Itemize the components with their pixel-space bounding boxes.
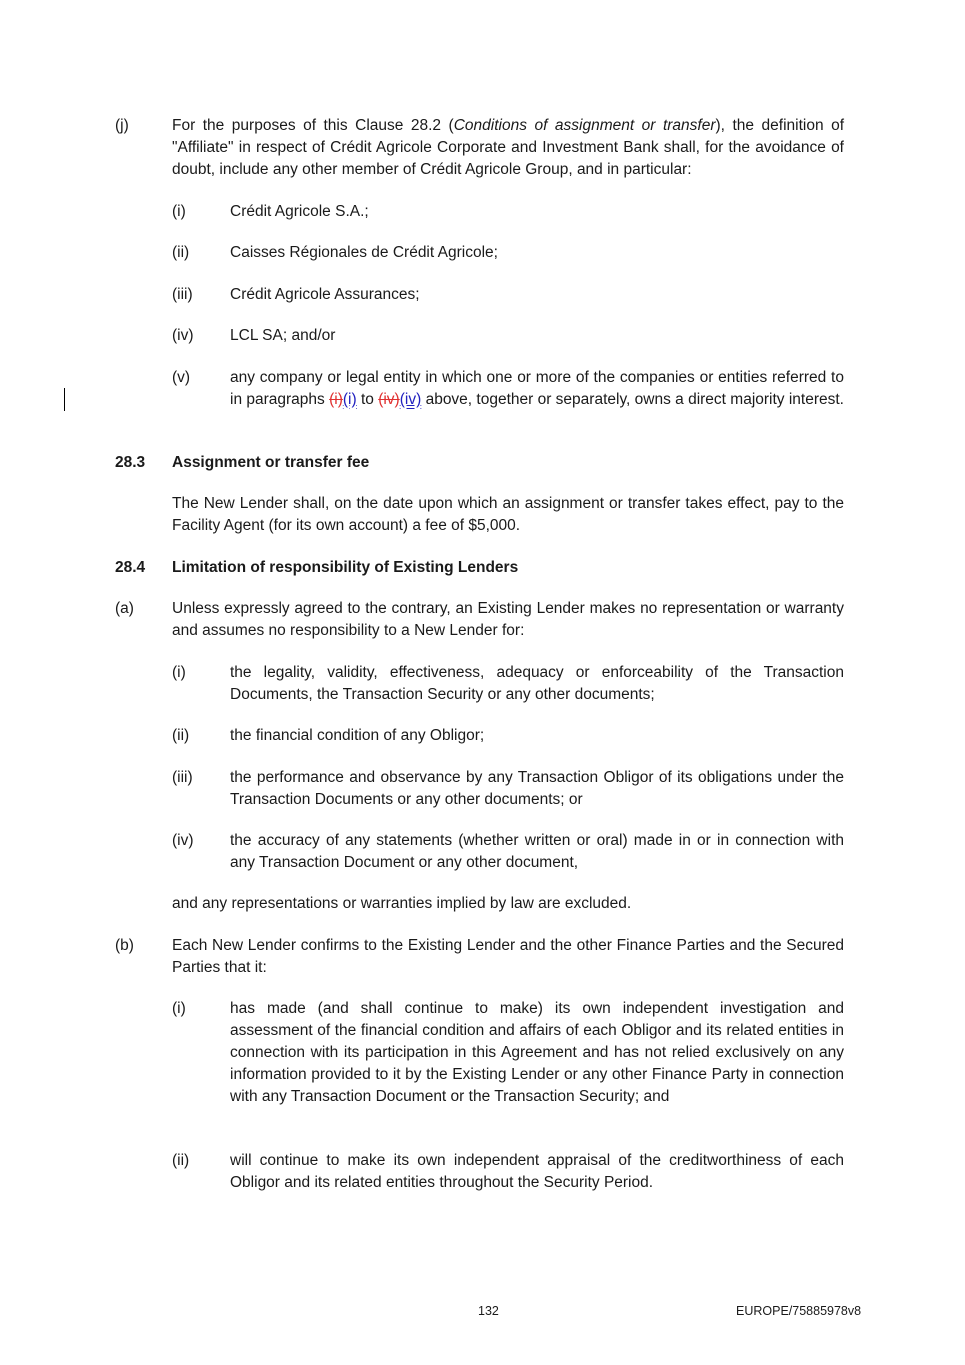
item-text: LCL SA; and/or [230, 327, 336, 344]
document-reference: EUROPE/75885978v8 [736, 1304, 862, 1318]
item-label: (ii) [172, 1152, 190, 1169]
section-number: 28.3 [115, 454, 146, 471]
item-label: (v) [172, 369, 191, 386]
item-label: (a) [115, 600, 134, 617]
item-text: will continue to make its own independent appraisal of the creditworthiness of each Obligor and its related entities throughout the Security Period. [230, 1152, 844, 1191]
item-v-text-c: above, together or separately, owns a direct majority interest. [421, 391, 844, 408]
clause-j-text [172, 115, 844, 181]
clause-j-text-after: ), the definition of "Affiliate" in respect of Crédit Agricole Corporate and Investment Bank shall, for the avoidance of doubt, include any other member of Crédit Agricole Group, and in particular: [172, 117, 844, 178]
paragraph: The New Lender shall, on the date upon which an assignment or transfer takes effect, pay to the Facility Agent (for its own account) a fee of $5,000. [172, 495, 844, 534]
section-number: 28.4 [115, 559, 146, 576]
inserted-ref: (i) [342, 391, 357, 408]
item-text: Unless expressly agreed to the contrary, an Existing Lender makes no representation or warranty and assumes no responsibility to a New Lender for: [172, 600, 844, 639]
deleted-ref: (iv) [378, 391, 400, 408]
item-label: (ii) [172, 727, 190, 744]
clause-j-text-italic: Conditions of assignment or transfer [453, 117, 716, 134]
item-text: Crédit Agricole S.A.; [230, 203, 369, 220]
item-label: (iii) [172, 769, 193, 786]
item-v-text-a: any company or legal entity in which one or more of the companies or entities referred to in paragraphs [230, 369, 844, 408]
item-label: (b) [115, 937, 134, 954]
page-number: 132 [478, 1304, 499, 1318]
item-label: (i) [172, 664, 186, 681]
item-v-text-b: to [356, 391, 379, 408]
item-label: (iv) [172, 327, 194, 344]
item-text: the legality, validity, effectiveness, adequacy or enforceability of the Transaction Documents, the Transaction Security or any other documents; [230, 664, 844, 703]
item-label: (i) [172, 1000, 186, 1017]
section-heading: Limitation of responsibility of Existing Lenders [172, 559, 519, 576]
clause-j-label: (j) [115, 117, 129, 134]
item-text: the financial condition of any Obligor; [230, 727, 485, 744]
revision-change-bar [64, 388, 65, 411]
inserted-ref: (iv) [399, 391, 422, 408]
item-label: (iii) [172, 286, 193, 303]
item-v-text [230, 367, 844, 411]
item-text: Each New Lender confirms to the Existing Lender and the other Finance Parties and the Secured Parties that it: [172, 937, 844, 976]
deleted-ref: (i) [329, 391, 343, 408]
item-label: (i) [172, 203, 186, 220]
item-text: Caisses Régionales de Crédit Agricole; [230, 244, 498, 261]
item-label: (iv) [172, 832, 194, 849]
item-text: Crédit Agricole Assurances; [230, 286, 420, 303]
item-text: the accuracy of any statements (whether written or oral) made in or in connection with any Transaction Document or any other document, [230, 832, 844, 871]
clause-j-text-before: For the purposes of this Clause 28.2 ( [172, 117, 454, 134]
item-text: has made (and shall continue to make) its own independent investigation and assessment of the financial condition and affairs of each Obligor and its related entities in connection with its participation in this Agreement and has not relied exclusively on any information provided to it by the Existing Lender or any other Finance Party in connection with any Transaction Document or the Transaction Security; and [230, 1000, 844, 1105]
paragraph: and any representations or warranties implied by law are excluded. [172, 895, 632, 912]
section-heading: Assignment or transfer fee [172, 454, 370, 471]
item-text: the performance and observance by any Transaction Obligor of its obligations under the Transaction Documents or any other documents; or [230, 769, 844, 808]
clause-j [0, 115, 965, 185]
item-label: (ii) [172, 244, 190, 261]
